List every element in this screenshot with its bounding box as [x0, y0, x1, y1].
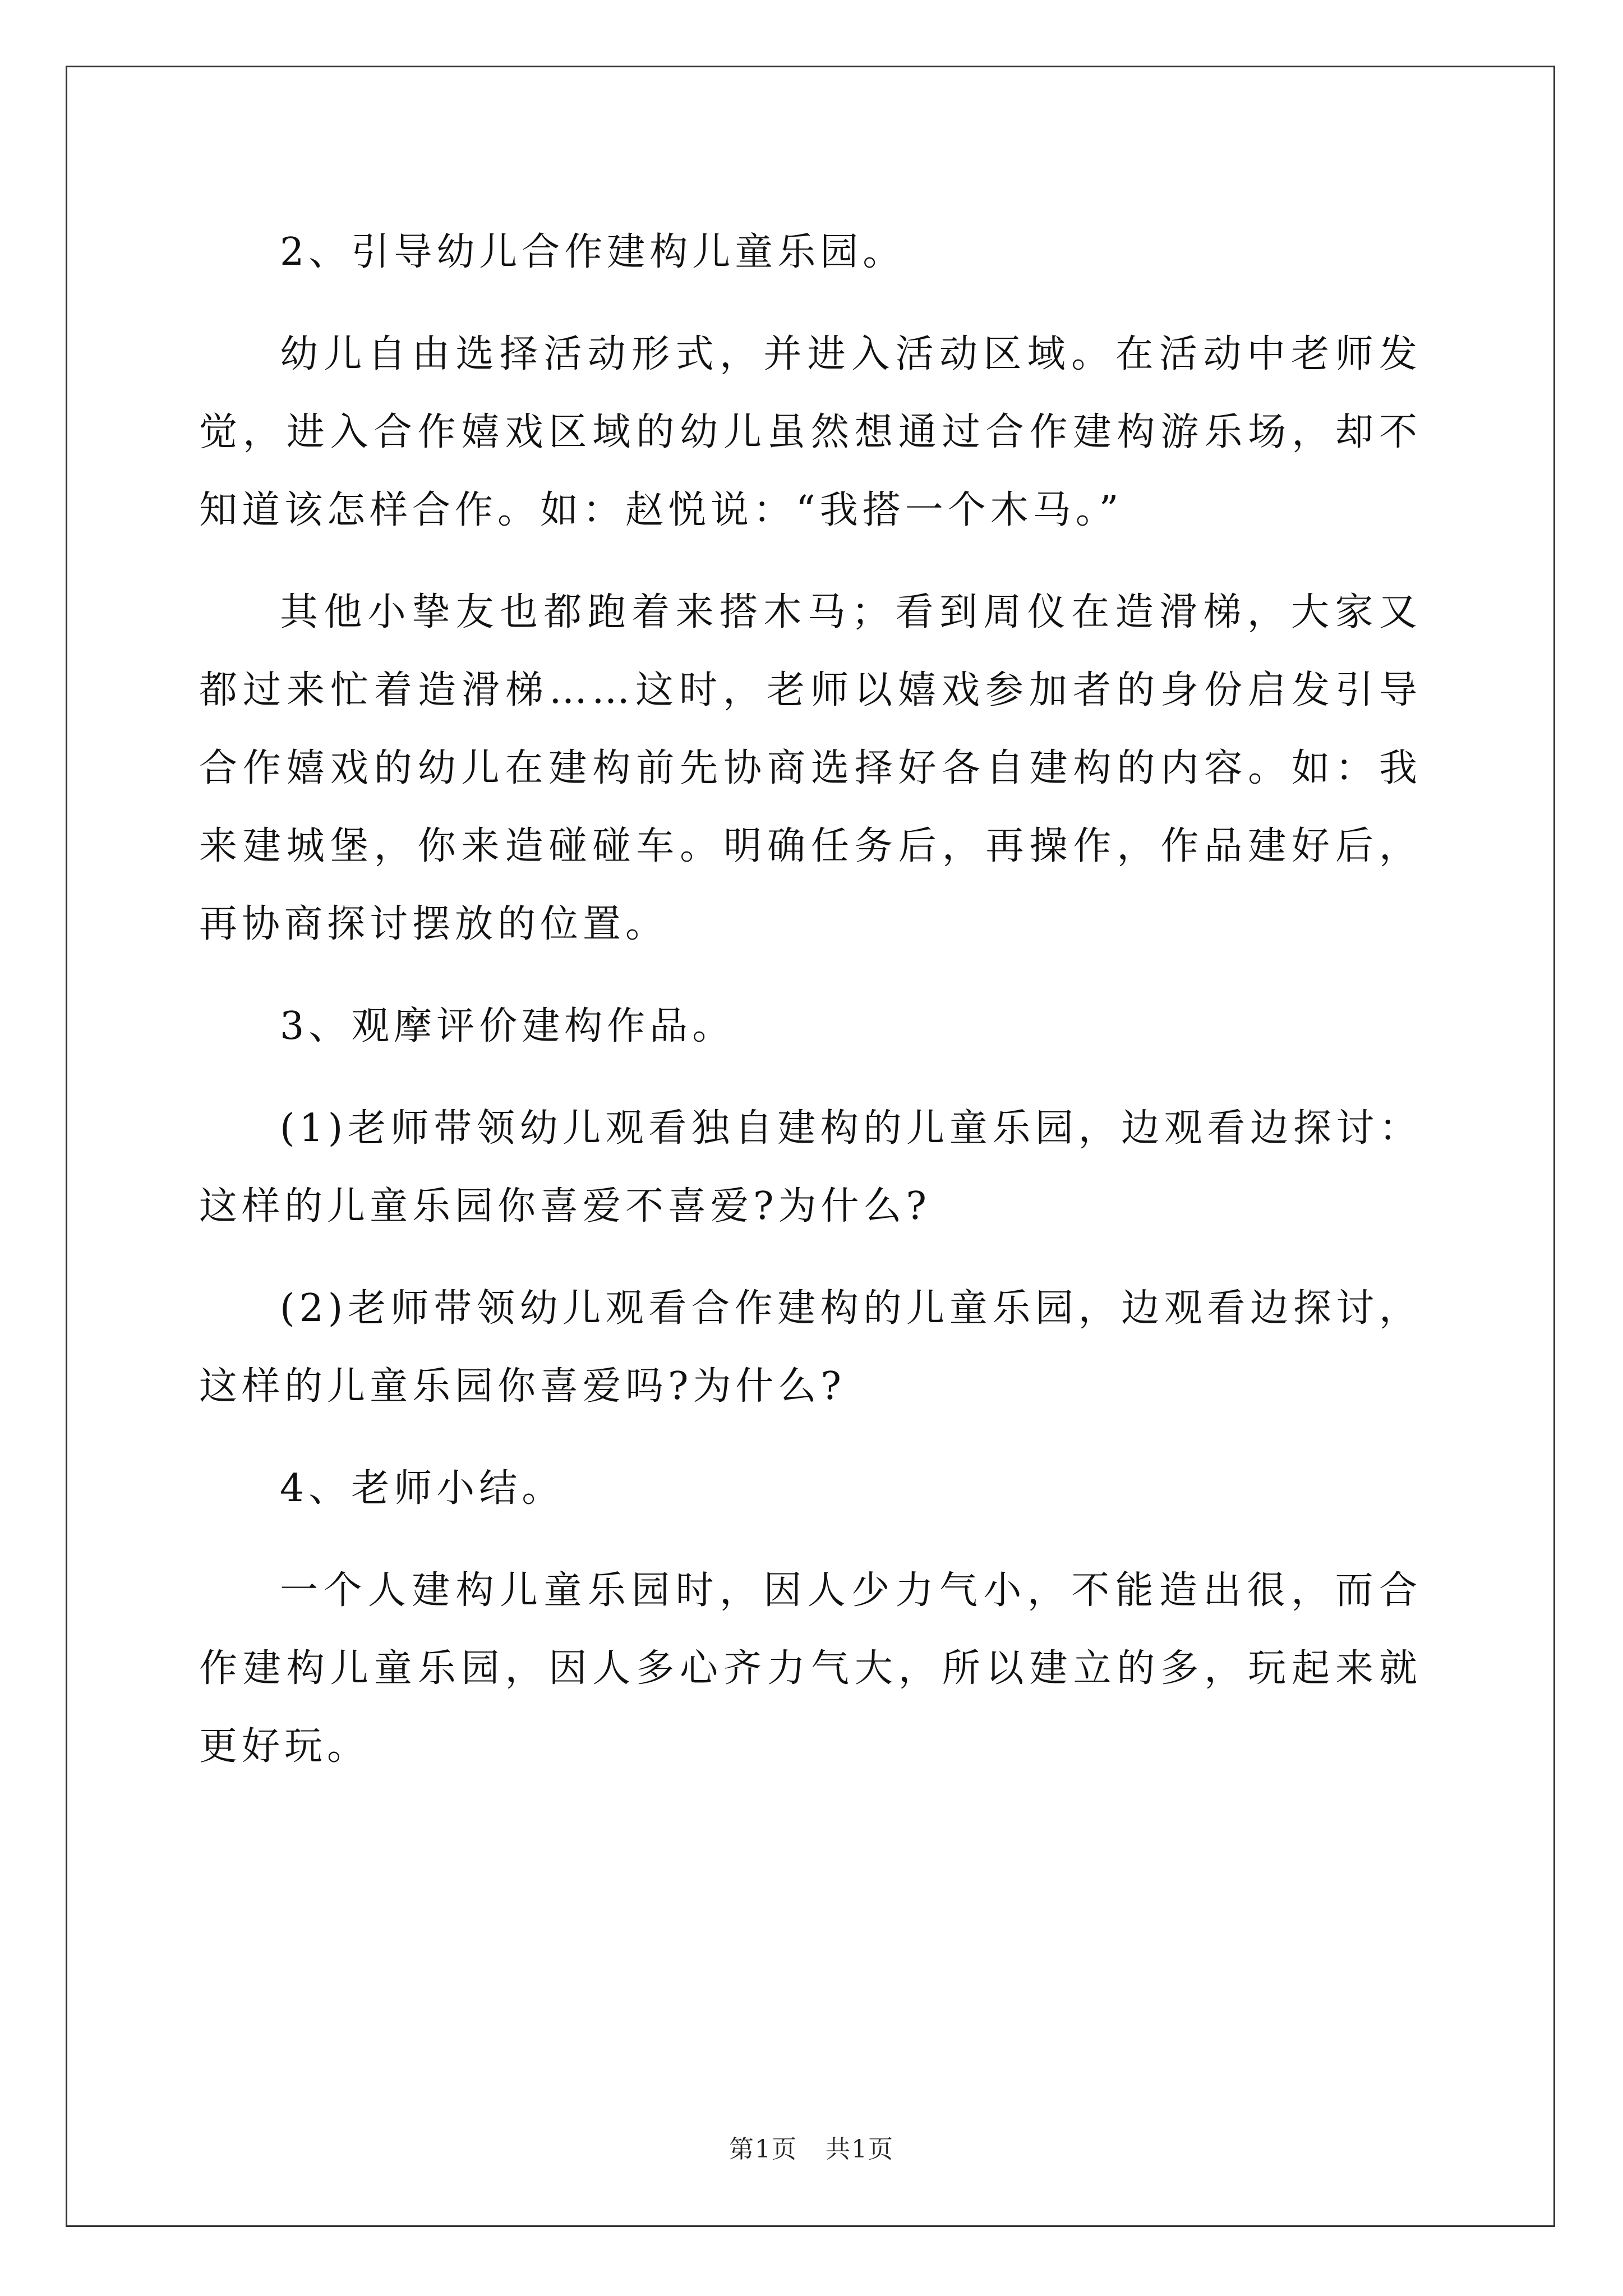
paragraph-summary: 一个人建构儿童乐园时，因人少力气小，不能造出很，而合作建构儿童乐园，因人多心齐力气大，所以建立的多，玩起来就更好玩。	[199, 1568, 1422, 1769]
document-body	[199, 213, 1422, 1810]
paragraph-step-2-heading: 2、引导幼儿合作建构儿童乐园。	[280, 230, 906, 274]
paragraph-free-choice: 幼儿自由选择活动形式，并进入活动区域。在活动中老师发觉，进入合作嬉戏区域的幼儿虽然想通过合作建构游乐场，却不知道该怎样合作。如：赵悦说：“我搭一个木马。”	[199, 332, 1422, 532]
paragraph-step-4-heading: 4、老师小结。	[280, 1466, 565, 1511]
paragraph-evaluation-1: (1)老师带领幼儿观看独自建构的儿童乐园，边观看边探讨：这样的儿童乐园你喜爱不喜爱?为什么?	[199, 1106, 1422, 1228]
page-footer	[0, 2129, 1623, 2165]
page-total: 共1页	[826, 2135, 894, 2164]
paragraph-evaluation-2: (2)老师带领幼儿观看合作建构的儿童乐园，边观看边探讨，这样的儿童乐园你喜爱吗?为什么?	[199, 1286, 1422, 1409]
paragraph-step-3-heading: 3、观摩评价建构作品。	[280, 1004, 735, 1048]
paragraph-teacher-guidance: 其他小挚友也都跑着来搭木马；看到周仪在造滑梯，大家又都过来忙着造滑梯……这时，老师以嬉戏参加者的身份启发引导合作嬉戏的幼儿在建构前先协商选择好各自建构的内容。如：我来建城堡，你来造碰碰车。明确任务后，再操作，作品建好后，再协商探讨摆放的位置。	[199, 590, 1422, 946]
page-number: 第1页	[729, 2135, 797, 2164]
